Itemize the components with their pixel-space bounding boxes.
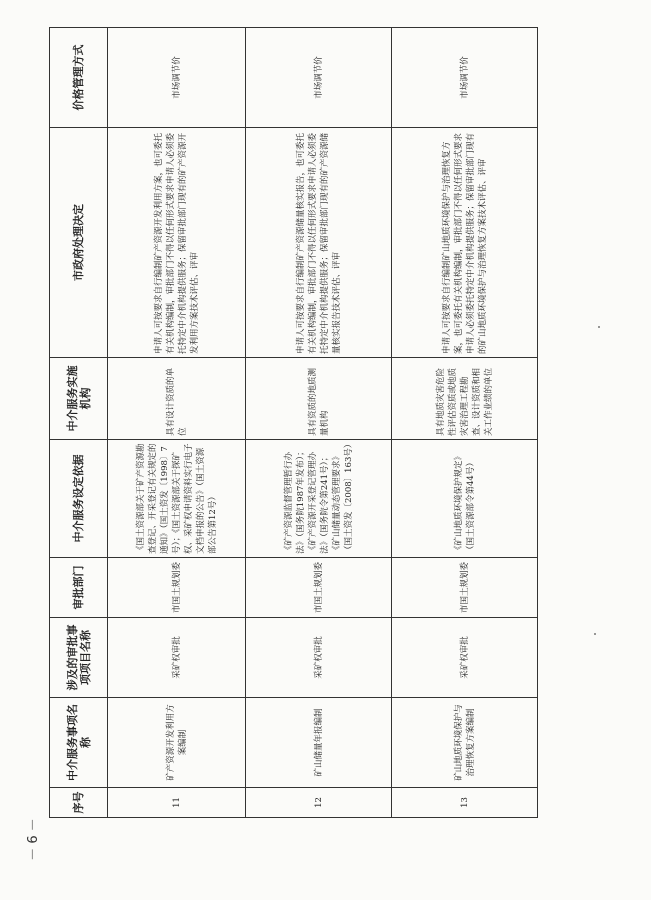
header-seq: 序号 [50, 788, 108, 818]
cell-dept: 市国土规划委 [246, 558, 392, 618]
rotated-table-container [49, 28, 537, 818]
cell-price: 市场调节价 [108, 28, 246, 128]
cell-dept: 市国土规划委 [108, 558, 246, 618]
cell-price: 市场调节价 [246, 28, 392, 128]
header-approval-item: 涉及的审批事项项目名称 [50, 618, 108, 698]
cell-seq: 13 [392, 788, 538, 818]
cell-agency: 具有资质的地质测量机构 [246, 358, 392, 440]
cell-item: 矿山地质环境保护与治理恢复方案编制 [392, 698, 538, 788]
page-number-text: － 6 － [25, 818, 41, 861]
cell-basis: 《矿产资源监督管理暂行办法》（国务院1987年发布）；《矿产资源开采登记管理办法》（国务院令第241号）；《矿山储量动态管理要求》（国土资发〔2008〕163号） [246, 440, 392, 558]
scan-speck [594, 633, 596, 635]
header-basis: 中介服务设定依据 [50, 440, 108, 558]
cell-agency: 具有地质灾害危险性评估资质或地质灾害治理工程勘查、设计资质和相关工作业绩的单位 [392, 358, 538, 440]
cell-item: 矿山储量年报编制 [246, 698, 392, 788]
header-dept: 审批部门 [50, 558, 108, 618]
header-item: 中介服务事项名称 [50, 698, 108, 788]
cell-price: 市场调节价 [392, 28, 538, 128]
table-row [392, 28, 538, 818]
header-price: 价格管理方式 [50, 28, 108, 128]
header-agency: 中介服务实施机构 [50, 358, 108, 440]
cell-approval-item: 采矿权审批 [392, 618, 538, 698]
table-row [108, 28, 246, 818]
cell-decision: 申请人可按要求自行编制矿产资源储量核实报告，也可委托有关机构编制，审批部门不得以任何形式要求申请人必须委托特定中介机构提供服务；保留审批部门现有的矿产资源储量核实报告技术评估、评审 [246, 128, 392, 358]
header-decision: 市政府处理决定 [50, 128, 108, 358]
cell-basis: 《国土资源部关于矿产资源勘查登记、开采登记有关规定的通知》（国土资发〔1998〕7号）；《国土资源部关于探矿权、采矿权申请资料实行电子文档申报的公告》（国土资源部公告第12号） [108, 440, 246, 558]
cell-approval-item: 采矿权审批 [246, 618, 392, 698]
cell-seq: 11 [108, 788, 246, 818]
page-number [14, 818, 44, 861]
cell-decision: 申请人可按要求自行编制矿产资源开发利用方案，也可委托有关机构编制，审批部门不得以任何形式要求申请人必须委托特定中介机构提供服务；保留审批部门现有的矿产资源开发利用方案技术评估、评审 [108, 128, 246, 358]
cell-basis: 《矿山地质环境保护规定》（国土资源部令第44号） [392, 440, 538, 558]
table-row [246, 28, 392, 818]
intermediary-services-table [49, 27, 538, 818]
cell-agency: 具有设计资质的单位 [108, 358, 246, 440]
cell-item: 矿产资源开发利用方案编制 [108, 698, 246, 788]
table-header-row [50, 28, 108, 818]
cell-decision: 申请人可按要求自行编制矿山地质环境保护与治理恢复方案，也可委托有关机构编制，审批部门不得以任何形式要求申请人必须委托特定中介机构提供服务；保留审批部门现有的矿山地质环境保护与治理恢复方案技术评估、评审 [392, 128, 538, 358]
cell-approval-item: 采矿权审批 [108, 618, 246, 698]
cell-seq: 12 [246, 788, 392, 818]
cell-dept: 市国土规划委 [392, 558, 538, 618]
scan-speck [598, 326, 600, 328]
